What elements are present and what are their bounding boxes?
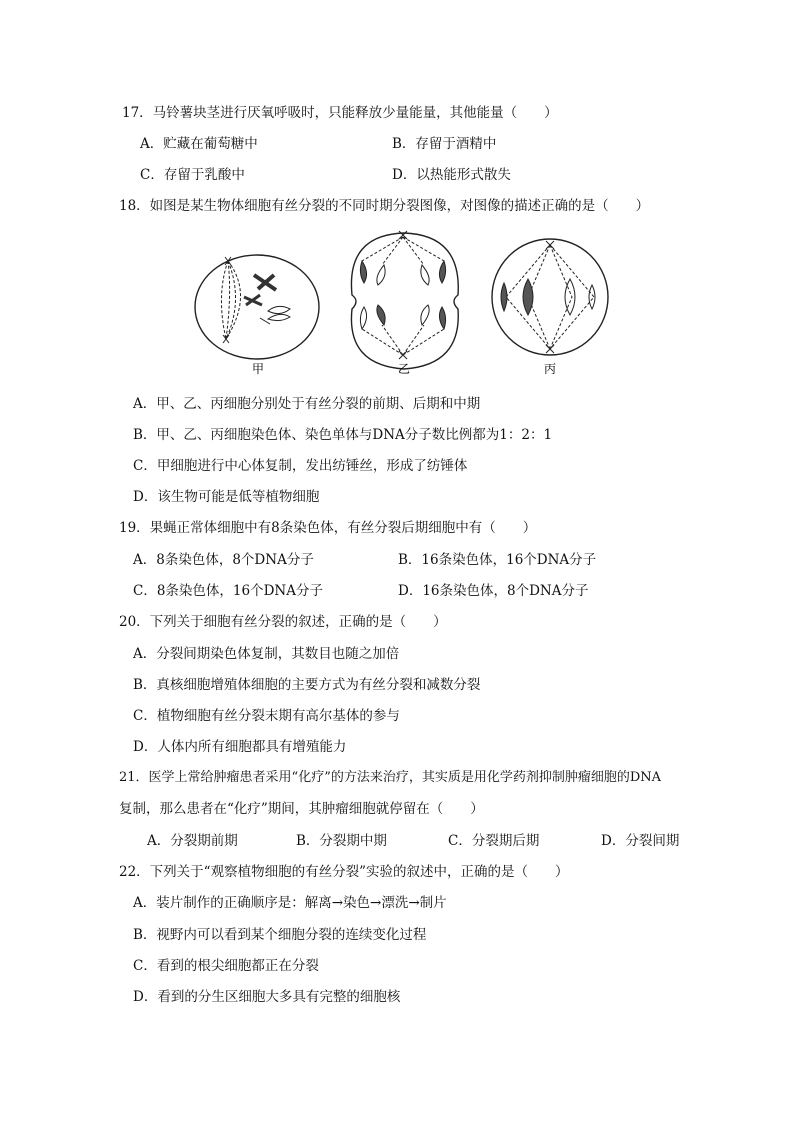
q18-option-b: B．甲、乙、丙细胞染色体、染色单体与DNA分子数比例都为1：2：1 <box>133 427 553 443</box>
q21-stem-line2: 复制，那么患者在“化疗”期间，其肿瘤细胞就停留在（ ） <box>119 801 484 817</box>
q17-option-d: D．以热能形式散失 <box>392 167 511 183</box>
q19-option-c: C．8条染色体，16个DNA分子 <box>133 583 323 599</box>
q20-option-b: B．真核细胞增殖体细胞的主要方式为有丝分裂和减数分裂 <box>133 677 481 693</box>
q19-option-b: B．16条染色体，16个DNA分子 <box>398 552 597 568</box>
q19-option-d: D．16条染色体，8个DNA分子 <box>398 583 589 599</box>
q22-option-a: A．装片制作的正确顺序是：解离→染色→漂洗→制片 <box>133 895 447 911</box>
label-yi: 乙 <box>398 362 411 376</box>
q20-option-a: A．分裂间期染色体复制，其数目也随之加倍 <box>133 646 400 662</box>
q21-option-c: C．分裂期后期 <box>448 833 540 849</box>
q18-option-a: A．甲、乙、丙细胞分别处于有丝分裂的前期、后期和中期 <box>133 396 481 412</box>
mitosis-cells-illustration <box>188 225 618 377</box>
q22-option-b: B．视野内可以看到某个细胞分裂的连续变化过程 <box>133 927 427 943</box>
q22-option-c: C．看到的根尖细胞都正在分裂 <box>133 958 319 974</box>
q20-option-c: C．植物细胞有丝分裂末期有高尔基体的参与 <box>133 708 400 724</box>
q22-stem: 22．下列关于“观察植物细胞的有丝分裂”实验的叙述中，正确的是（ ） <box>119 864 569 880</box>
cell-jia <box>195 255 319 359</box>
q17-option-b: B．存留于酒精中 <box>392 136 497 152</box>
q17-stem: 17．马铃薯块茎进行厌氧呼吸时，只能释放少量能量，其他能量（ ） <box>122 105 558 121</box>
q19-option-a: A．8条染色体，8个DNA分子 <box>133 552 314 568</box>
mitosis-figure <box>188 225 618 377</box>
q21-option-a: A．分裂期前期 <box>147 833 238 849</box>
q18-option-c: C．甲细胞进行中心体复制，发出纺锤丝，形成了纺锤体 <box>133 458 468 474</box>
q18-option-d: D．该生物可能是低等植物细胞 <box>133 489 320 505</box>
q21-stem-line1: 21．医学上常给肿瘤患者采用“化疗”的方法来治疗，其实质是用化学药剂抑制肿瘤细胞的DNA <box>119 770 662 785</box>
q21-option-b: B．分裂期中期 <box>296 833 387 849</box>
label-jia: 甲 <box>252 362 265 376</box>
q20-option-d: D．人体内所有细胞都具有增殖能力 <box>133 739 347 755</box>
cell-bing <box>492 239 608 355</box>
q18-stem: 18．如图是某生物体细胞有丝分裂的不同时期分裂图像，对图像的描述正确的是（ ） <box>119 198 650 214</box>
q19-stem: 19．果蝇正常体细胞中有8条染色体，有丝分裂后期细胞中有（ ） <box>119 520 537 536</box>
label-bing: 丙 <box>544 362 557 376</box>
q17-option-a: A．贮藏在葡萄糖中 <box>140 136 258 152</box>
cell-yi <box>351 231 458 369</box>
q17-option-c: C．存留于乳酸中 <box>140 167 245 183</box>
q21-option-d: D．分裂间期 <box>601 833 680 849</box>
q22-option-d: D．看到的分生区细胞大多具有完整的细胞核 <box>133 989 401 1005</box>
q20-stem: 20．下列关于细胞有丝分裂的叙述，正确的是（ ） <box>119 614 447 630</box>
